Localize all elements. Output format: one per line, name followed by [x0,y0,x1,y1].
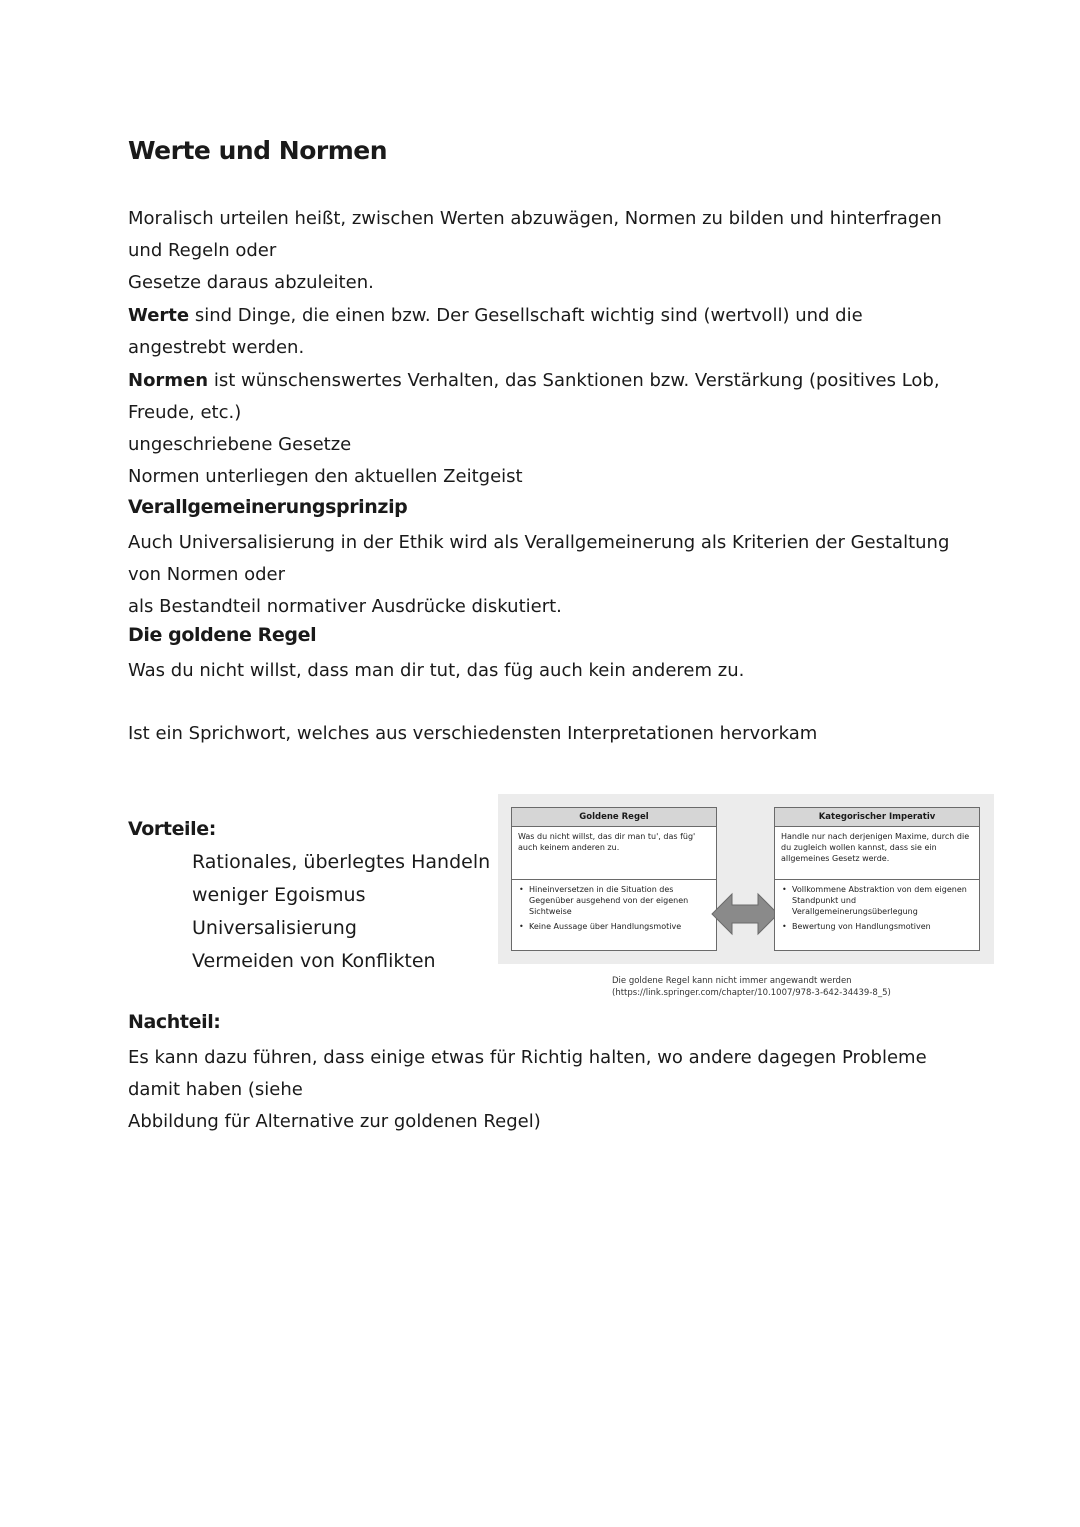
intro-line-2: Gesetze daraus abzuleiten. [128,272,374,293]
nachteil-line-2: Abbildung für Alternative zur goldenen Regel) [128,1111,541,1132]
vorteile-list [192,846,490,978]
double-arrow-icon [710,888,780,940]
werte-paragraph [128,300,958,364]
goldene-regel-quote: Was du nicht willst, das dir man tu', das füg' auch keinem anderen zu. [518,832,696,852]
normen-line-2: ungeschriebene Gesetze [128,434,352,455]
bullet-item: • Hineinversetzen in die Situation des Gegenüber ausgehend von der eigenen Sichtweise [518,884,710,917]
list-item: Rationales, überlegtes Handeln [192,851,491,873]
bullet-item: • Bewertung von Handlungsmotiven [781,921,973,932]
prinzip-paragraph [128,527,958,623]
comparison-figure [498,794,994,964]
prinzip-heading: Verallgemeinerungsprinzip [128,496,408,518]
regel-line-1: Was du nicht willst, dass man dir tut, das füg auch kein anderem zu. [128,660,745,681]
goldene-regel-box [511,807,717,951]
goldene-regel-header: Goldene Regel [512,808,716,827]
goldene-regel-bullets [518,884,710,936]
page-title: Werte und Normen [128,136,388,165]
nachteil-line-1: Es kann dazu führen, dass einige etwas für Richtig halten, wo andere dagegen Probleme damit haben (siehe [128,1047,927,1100]
regel-heading: Die goldene Regel [128,624,317,646]
list-item: weniger Egoismus [192,884,366,906]
nachteil-heading: Nachteil: [128,1011,221,1033]
nachteil-paragraph [128,1042,958,1138]
list-item: Universalisierung [192,917,357,939]
box-divider [512,879,716,880]
prinzip-line-1: Auch Universalisierung in der Ethik wird als Verallgemeinerung als Kriterien der Gestaltung von Normen oder [128,532,950,585]
kategorischer-imperativ-quote: Handle nur nach derjenigen Maxime, durch die du zugleich wollen kannst, dass sie ein allgemeines Gesetz werde. [781,832,970,863]
werte-term: Werte [128,305,190,326]
bullet-item: • Keine Aussage über Handlungsmotive [518,921,710,932]
caption-source-link[interactable]: (https://link.springer.com/chapter/10.1007/978-3-642-34439-8_5) [612,988,891,998]
normen-term: Normen [128,370,209,391]
vorteile-heading: Vorteile: [128,818,216,840]
kategorischer-imperativ-header: Kategorischer Imperativ [775,808,979,827]
normen-text: ist wünschenswertes Verhalten, das Sanktionen bzw. Verstärkung (positives Lob, Freude, etc.) [128,370,940,423]
normen-line-3: Normen unterliegen den aktuellen Zeitgeist [128,466,523,487]
prinzip-line-2: als Bestandteil normativer Ausdrücke diskutiert. [128,596,562,617]
figure-caption [612,975,891,999]
werte-text: sind Dinge, die einen bzw. Der Gesellschaft wichtig sind (wertvoll) und die angestrebt werden. [128,305,863,358]
kategorischer-imperativ-box [774,807,980,951]
intro-paragraph [128,203,958,299]
normen-paragraph [128,365,958,493]
caption-line-1: Die goldene Regel kann nicht immer angewandt werden [612,976,852,986]
list-item: Vermeiden von Konflikten [192,950,436,972]
kategorischer-imperativ-bullets [781,884,973,936]
intro-line-1: Moralisch urteilen heißt, zwischen Werten abzuwägen, Normen zu bilden und hinterfragen und Regeln oder [128,208,942,261]
bullet-item: • Vollkommene Abstraktion von dem eigenen Standpunkt und Verallgemeinerungsüberlegung [781,884,973,917]
regel-note: Ist ein Sprichwort, welches aus verschiedensten Interpretationen hervorkam [128,723,818,744]
box-divider [775,879,979,880]
